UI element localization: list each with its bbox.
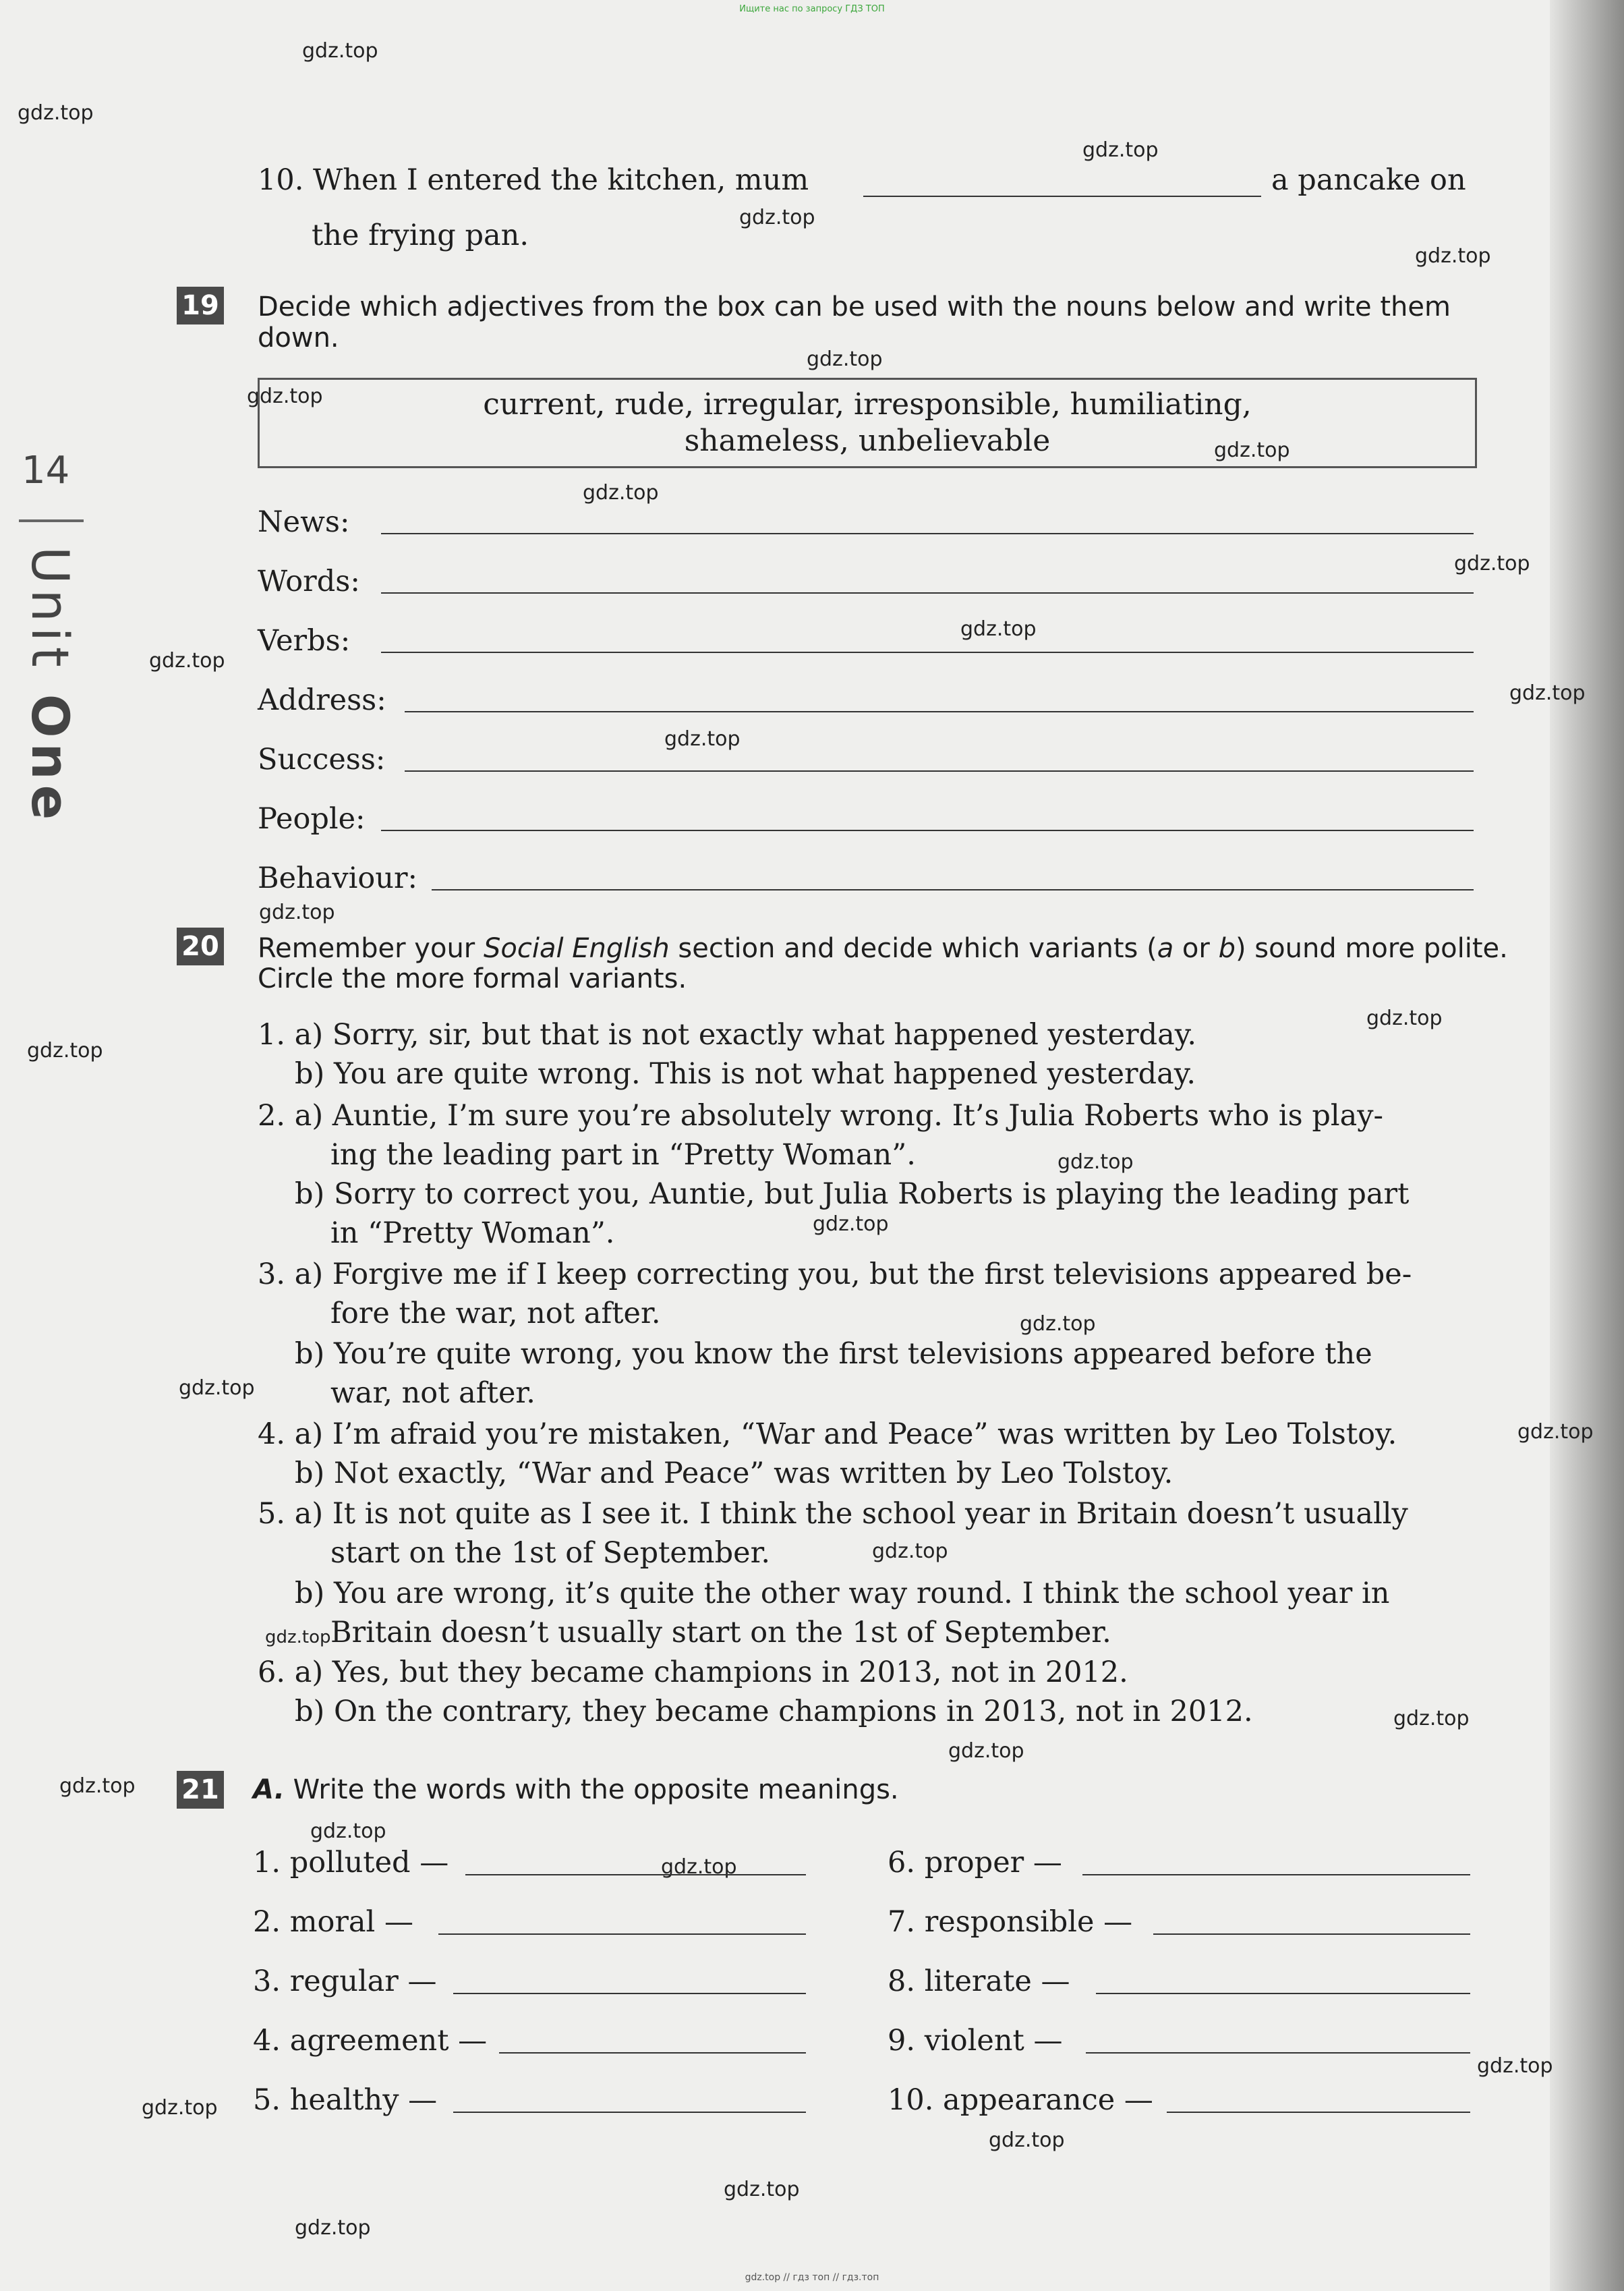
answer-line[interactable]	[1096, 1993, 1470, 1994]
watermark: gdz.top	[302, 39, 378, 63]
watermark: gdz.top	[807, 347, 883, 371]
ex18-line10-start: 10. When I entered the kitchen, mum	[258, 163, 809, 197]
answer-line[interactable]	[863, 196, 1261, 197]
watermark: gdz.top	[1366, 1007, 1443, 1030]
ex20-line: Britain doesn’t usually start on the 1st of September.	[330, 1616, 1111, 1649]
watermark: gdz.top	[142, 2096, 218, 2120]
watermark: gdz.top	[1214, 439, 1290, 462]
watermark: gdz.top	[179, 1376, 255, 1400]
watermark: gdz.top	[989, 2128, 1065, 2152]
opposite-item: 4. agreement —	[253, 2024, 488, 2058]
watermark: gdz.top	[664, 727, 741, 751]
ex20-line: b) Not exactly, “War and Peace” was written by Leo Tolstoy.	[295, 1456, 1173, 1490]
noun-address: Address:	[258, 683, 386, 717]
opposite-item: 2. moral —	[253, 1905, 413, 1939]
ex20-instr-d: ) sound more polite.	[1235, 933, 1508, 964]
answer-line[interactable]	[1153, 1933, 1470, 1935]
watermark: gdz.top	[59, 1774, 136, 1798]
ex20-instr-b-letter: b	[1218, 933, 1236, 964]
ex20-instr-b: Social English	[483, 933, 670, 964]
word-box-text	[258, 387, 1477, 459]
unit-name: One	[20, 694, 80, 826]
ex20-line: in “Pretty Woman”.	[330, 1216, 615, 1250]
top-banner: Ищите нас по запросу ГДЗ ТОП	[739, 4, 885, 14]
answer-line[interactable]	[1167, 2112, 1470, 2113]
ex19-instruction-line2: down.	[258, 322, 339, 353]
watermark: gdz.top	[259, 901, 335, 924]
exercise-number-21: 21	[177, 1771, 224, 1809]
ex20-line: start on the 1st of September.	[330, 1536, 771, 1570]
side-divider	[19, 519, 84, 522]
opposite-item: 7. responsible —	[888, 1905, 1133, 1939]
ex20-line: 4. a) I’m afraid you’re mistaken, “War and Peace” was written by Leo Tolstoy.	[258, 1417, 1397, 1451]
ex18-line10-cont: the frying pan.	[312, 219, 529, 252]
noun-people: People:	[258, 802, 366, 836]
ex20-line: 5. a) It is not quite as I see it. I think the school year in Britain doesn’t usually	[258, 1497, 1408, 1531]
watermark: gdz.top	[1477, 2054, 1553, 2078]
watermark: gdz.top	[661, 1855, 737, 1879]
answer-line[interactable]	[465, 1874, 806, 1875]
ex20-line: war, not after.	[330, 1376, 535, 1410]
ex20-line: ing the leading part in “Pretty Woman”.	[330, 1138, 916, 1172]
ex19-instruction-line1: Decide which adjectives from the box can be used with the nouns below and write them	[258, 291, 1451, 322]
answer-line[interactable]	[453, 2112, 806, 2113]
answer-line[interactable]	[405, 711, 1474, 712]
ex20-instr-c: section and decide which variants (	[669, 933, 1157, 964]
answer-line[interactable]	[381, 652, 1474, 653]
watermark: gdz.top	[18, 101, 94, 125]
ex20-line: b) Sorry to correct you, Auntie, but Julia Roberts is playing the leading part	[295, 1177, 1410, 1211]
ex20-instr-a-letter: a	[1157, 933, 1174, 964]
watermark: gdz.top	[149, 649, 225, 673]
ex20-line: 2. a) Auntie, I’m sure you’re absolutely wrong. It’s Julia Roberts who is play-	[258, 1099, 1384, 1133]
answer-line[interactable]	[381, 830, 1474, 831]
ex20-line: fore the war, not after.	[330, 1297, 661, 1330]
word-box-line2: shameless, unbelievable	[684, 424, 1051, 458]
watermark: gdz.top	[1082, 138, 1159, 162]
ex20-line: b) On the contrary, they became champions in 2013, not in 2012.	[295, 1695, 1253, 1728]
watermark: gdz.top	[1415, 244, 1491, 268]
watermark: gdz.top	[739, 206, 815, 229]
opposite-item: 5. healthy —	[253, 2083, 438, 2117]
ex20-instr-a: Remember your	[258, 933, 484, 964]
answer-line[interactable]	[432, 889, 1474, 890]
watermark: gdz.top	[265, 1627, 331, 1647]
exercise-number-20: 20	[177, 928, 224, 965]
watermark: gdz.top	[1454, 552, 1530, 575]
watermark: gdz.top	[1020, 1312, 1096, 1336]
unit-label	[20, 546, 80, 825]
ex20-line: b) You are wrong, it’s quite the other way round. I think the school year in	[295, 1577, 1390, 1610]
answer-line[interactable]	[499, 2052, 806, 2054]
ex21-part: A.	[253, 1774, 285, 1805]
noun-behaviour: Behaviour:	[258, 861, 418, 895]
opposite-item: 3. regular —	[253, 1964, 437, 1998]
ex20-line: b) You’re quite wrong, you know the first televisions appeared before the	[295, 1337, 1372, 1371]
opposite-item: 10. appearance —	[888, 2083, 1153, 2117]
unit-word: Unit	[20, 546, 80, 673]
watermark: gdz.top	[295, 2216, 371, 2240]
noun-success: Success:	[258, 743, 386, 776]
ex20-line: 6. a) Yes, but they became champions in 2013, not in 2012.	[258, 1656, 1128, 1689]
answer-line[interactable]	[381, 592, 1474, 594]
opposite-item: 9. violent —	[888, 2024, 1063, 2058]
ex20-instr-or: or	[1173, 933, 1219, 964]
watermark: gdz.top	[247, 385, 323, 408]
ex21-instruction-text: Write the words with the opposite meanings.	[284, 1774, 899, 1805]
answer-line[interactable]	[381, 533, 1474, 534]
watermark: gdz.top	[310, 1819, 386, 1843]
answer-line[interactable]	[438, 1933, 806, 1935]
watermark: gdz.top	[724, 2178, 800, 2201]
noun-news: News:	[258, 505, 350, 539]
ex20-instruction-line2: Circle the more formal variants.	[258, 963, 687, 994]
answer-line[interactable]	[1082, 1874, 1470, 1875]
watermark: gdz.top	[948, 1739, 1024, 1763]
ex20-instruction-line1	[258, 933, 1508, 964]
ex21-instruction	[253, 1774, 899, 1805]
watermark: gdz.top	[872, 1539, 948, 1563]
ex20-line: b) You are quite wrong. This is not what happened yesterday.	[295, 1057, 1196, 1091]
watermark: gdz.top	[960, 617, 1037, 641]
answer-line[interactable]	[405, 770, 1474, 772]
watermark: gdz.top	[1057, 1150, 1134, 1174]
watermark: gdz.top	[583, 481, 659, 505]
opposite-item: 8. literate —	[888, 1964, 1070, 1998]
opposite-item: 1. polluted —	[253, 1846, 449, 1879]
ex18-line10-end: a pancake on	[1271, 163, 1466, 197]
noun-words: Words:	[258, 565, 360, 598]
answer-line[interactable]	[1086, 2052, 1470, 2054]
opposite-item: 6. proper —	[888, 1846, 1062, 1879]
page-edge-shadow	[1550, 0, 1624, 2291]
word-box-line1: current, rude, irregular, irresponsible, humiliating,	[483, 387, 1252, 422]
watermark: gdz.top	[1393, 1707, 1470, 1730]
exercise-number-19: 19	[177, 287, 224, 324]
bottom-banner: gdz.top // гдз топ // гдз.топ	[745, 2272, 879, 2283]
watermark: gdz.top	[813, 1212, 889, 1236]
watermark: gdz.top	[1517, 1420, 1594, 1444]
answer-line[interactable]	[453, 1993, 806, 1994]
watermark: gdz.top	[27, 1039, 103, 1063]
noun-verbs: Verbs:	[258, 624, 351, 658]
ex20-line: 3. a) Forgive me if I keep correcting you, but the first televisions appeared be-	[258, 1257, 1412, 1291]
page-number: 14	[22, 449, 70, 492]
watermark: gdz.top	[1509, 681, 1586, 705]
ex20-line: 1. a) Sorry, sir, but that is not exactly what happened yesterday.	[258, 1018, 1197, 1052]
